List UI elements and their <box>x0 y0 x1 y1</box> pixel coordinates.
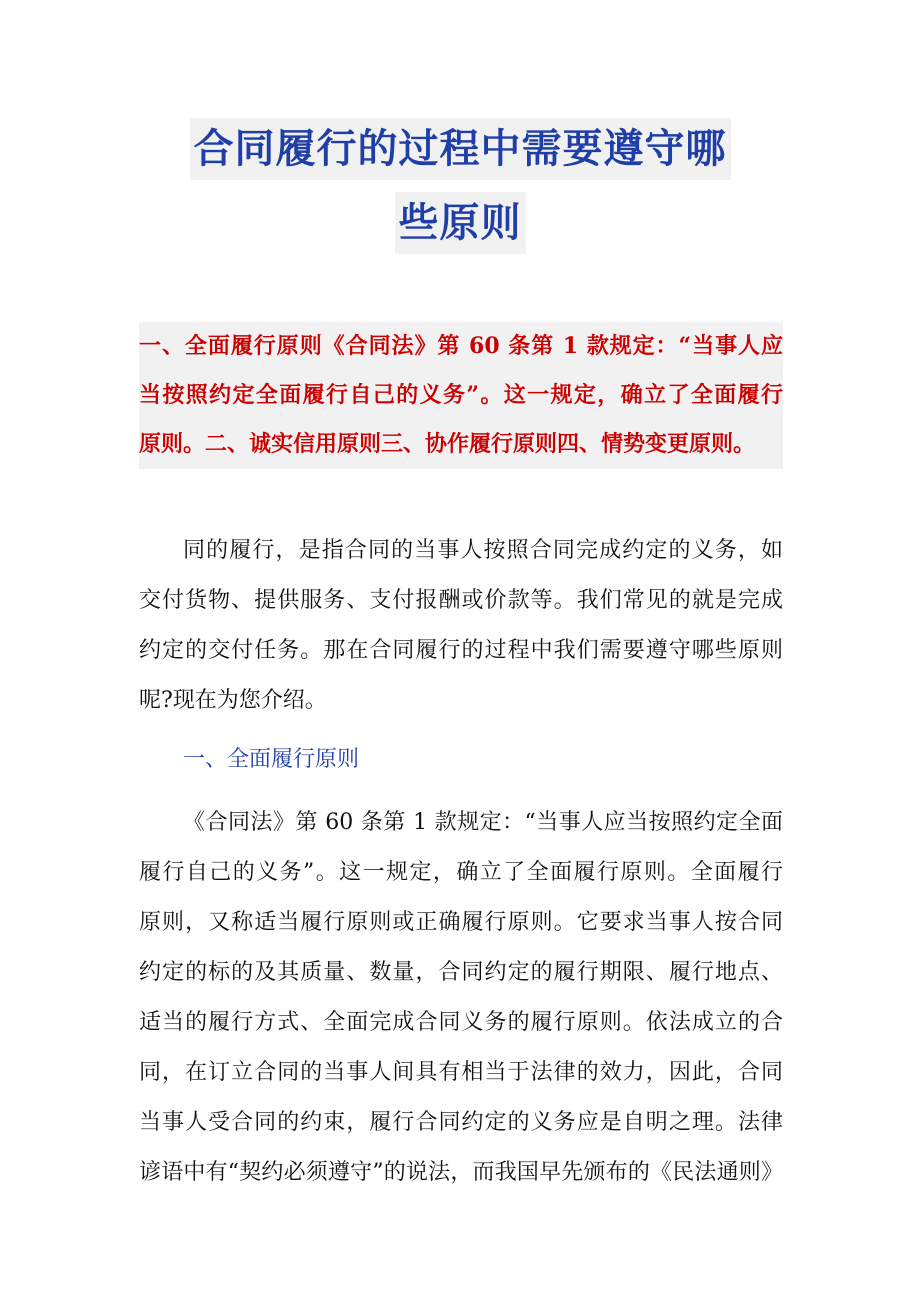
intro-paragraph <box>139 526 783 726</box>
intro-line: 约定的交付任务。那在合同履行的过程中我们需要遵守哪些原则 <box>139 638 783 663</box>
document-title-text-2: 些原则 <box>395 192 526 254</box>
intro-line: 同的履行，是指合同的当事人按照合同完成约定的义务，如 <box>183 538 783 563</box>
section-1-line: 履行自己的义务”。这一规定，确立了全面履行原则。全面履行 <box>139 860 783 885</box>
section-1-line: 同，在订立合同的当事人间具有相当于法律的效力，因此，合同 <box>139 1060 783 1085</box>
section-1-line: 原则，又称适当履行原则或正确履行原则。它要求当事人按合同 <box>139 910 783 935</box>
section-1-line: 谚语中有“契约必须遵守”的说法，而我国早先颁布的《民法通则》 <box>139 1160 783 1185</box>
summary-block <box>139 322 783 469</box>
section-1-paragraph <box>139 798 783 1198</box>
section-1-line: 《合同法》第 60 条第 1 款规定：“当事人应当按照约定全面 <box>183 810 783 835</box>
document-title-line-2 <box>0 192 920 254</box>
summary-line: 原则。二、诚实信用原则三、协作履行原则四、情势变更原则。 <box>139 420 783 469</box>
section-1-line: 当事人受合同的约束，履行合同约定的义务应是自明之理。法律 <box>139 1110 783 1135</box>
summary-line: 一、全面履行原则《合同法》第 60 条第 1 款规定：“当事人应 <box>139 322 783 371</box>
intro-line: 呢?现在为您介绍。 <box>139 688 327 713</box>
section-heading-1: 一、全面履行原则 <box>183 747 360 772</box>
intro-line: 交付货物、提供服务、支付报酬或价款等。我们常见的就是完成 <box>139 588 783 613</box>
document-title-line-1 <box>0 118 920 180</box>
summary-line: 当按照约定全面履行自己的义务”。这一规定，确立了全面履行 <box>139 371 783 420</box>
section-1-line: 适当的履行方式、全面完成合同义务的履行原则。依法成立的合 <box>139 1010 783 1035</box>
document-title-text-1: 合同履行的过程中需要遵守哪 <box>190 118 731 180</box>
section-1-line: 约定的标的及其质量、数量，合同约定的履行期限、履行地点、 <box>139 960 783 985</box>
